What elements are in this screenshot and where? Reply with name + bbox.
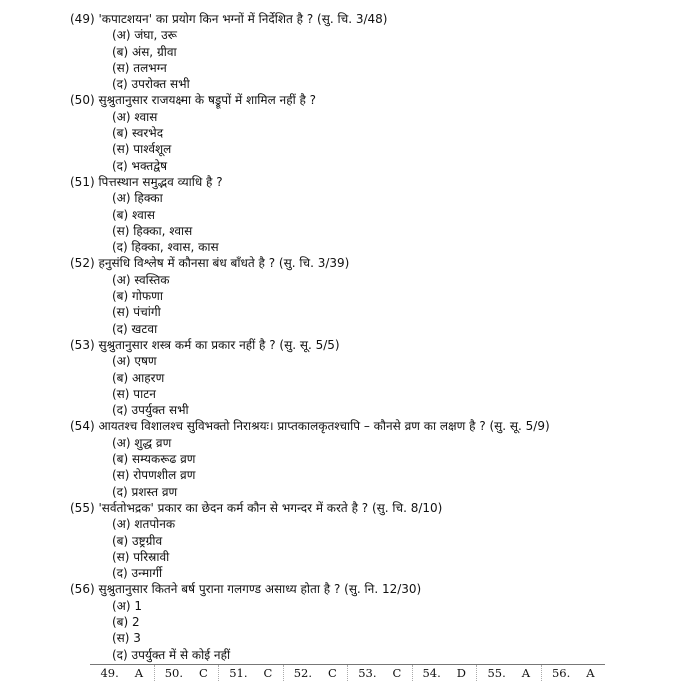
answer-number: 55. <box>487 666 506 680</box>
question-49 <box>70 11 670 92</box>
option-c: (स) पाटन <box>112 386 156 401</box>
option-a: (अ) एषण <box>112 354 157 369</box>
option-d: (द) खटवा <box>112 321 158 336</box>
option-b: (ब) श्वास <box>112 207 156 222</box>
option-a: (अ) शतपोनक <box>112 517 176 532</box>
question-53 <box>70 337 670 418</box>
option-c: (स) तलभग्न <box>112 60 167 75</box>
option-b: (ब) आहरण <box>112 370 165 385</box>
answer-letter: A <box>521 666 531 680</box>
answer-number: 50. <box>164 666 183 680</box>
option-d: (द) उपरोक्त सभी <box>112 77 190 92</box>
answer-letter: A <box>134 666 144 680</box>
option-b: (ब) स्वरभेद <box>112 126 164 141</box>
option-d: (द) हिक्का, श्वास, कास <box>112 240 219 255</box>
question-52 <box>70 255 670 336</box>
question-56 <box>70 581 670 662</box>
answer-number: 56. <box>551 666 571 680</box>
option-c: (स) पार्श्वशूल <box>112 142 172 157</box>
option-a: (अ) जंघा, उरू <box>112 28 177 43</box>
option-b: (ब) उष्ट्रग्रीव <box>112 533 163 548</box>
answer-letter: C <box>198 666 208 680</box>
option-d: (द) प्रशस्त व्रण <box>112 484 178 499</box>
answer-key <box>90 664 605 681</box>
answer-letter: D <box>456 666 467 680</box>
answer-51 <box>219 665 284 681</box>
question-text: (55) 'सर्वतोभद्रक' प्रकार का छेदन कर्म कौन से भगन्दर में करते है ? (सु. चि. 8/10) <box>70 500 443 515</box>
question-55 <box>70 500 670 581</box>
option-b: (ब) 2 <box>112 614 140 629</box>
question-text: (56) सुश्रुतानुसार कितने बर्ष पुराना गलगण्ड असाध्य होता है ? (सु. नि. 12/30) <box>70 582 422 597</box>
option-b: (ब) सम्यकरूढ व्रण <box>112 452 196 467</box>
answer-letter: C <box>327 666 337 680</box>
answer-number: 52. <box>293 666 312 680</box>
answer-50 <box>155 665 220 681</box>
option-c: (स) 3 <box>112 631 141 646</box>
question-text: (53) सुश्रुतानुसार शस्त्र कर्म का प्रकार नहीं है ? (सु. सू. 5/5) <box>70 337 340 352</box>
question-51 <box>70 174 670 255</box>
option-a: (अ) स्वस्तिक <box>112 272 170 287</box>
option-c: (स) हिक्का, श्वास <box>112 223 193 238</box>
question-text: (54) आयतश्च विशालश्च सुविभक्तो निराश्रयः। प्राप्तकालकृतश्चापि – कौनसे व्रण का लक्षण है ? (सु. सू. 5/9) <box>70 419 550 434</box>
answer-54 <box>413 665 478 681</box>
option-c: (स) रोपणशील व्रण <box>112 468 196 483</box>
question-text: (51) पित्तस्थान समुद्भव व्याधि है ? <box>70 174 223 189</box>
answer-number: 53. <box>358 666 377 680</box>
option-d: (द) उपर्युक्त सभी <box>112 403 189 418</box>
answer-53 <box>348 665 413 681</box>
question-list <box>70 11 670 663</box>
answer-55 <box>477 665 542 681</box>
answer-number: 49. <box>100 666 119 680</box>
answer-49 <box>90 665 155 681</box>
answer-number: 51. <box>229 666 248 680</box>
option-c: (स) पंचांगी <box>112 305 161 320</box>
option-d: (द) उपर्युक्त में से कोई नहीं <box>112 647 231 662</box>
option-a: (अ) श्वास <box>112 109 158 124</box>
answer-letter: C <box>263 666 273 680</box>
answer-52 <box>284 665 349 681</box>
option-d: (द) उन्मार्गी <box>112 566 163 581</box>
option-a: (अ) 1 <box>112 598 142 613</box>
question-text: (52) हनुसंधि विश्लेष में कौनसा बंध बाँधते है ? (सु. चि. 3/39) <box>70 256 350 271</box>
question-50 <box>70 92 670 173</box>
option-a: (अ) शुद्ध व्रण <box>112 435 172 450</box>
option-b: (ब) अंस, ग्रीवा <box>112 44 177 59</box>
option-c: (स) परिस्रावी <box>112 549 170 564</box>
answer-56 <box>542 665 606 681</box>
answer-letter: C <box>392 666 402 680</box>
question-text: (50) सुश्रुतानुसार राजयक्ष्मा के षड्रूपों में शामिल नहीं है ? <box>70 93 317 108</box>
question-text: (49) 'कपाटशयन' का प्रयोग किन भग्नों में निर्देशित है ? (सु. चि. 3/48) <box>70 12 388 26</box>
question-54 <box>70 418 670 499</box>
option-d: (द) भक्तद्वेष <box>112 158 168 173</box>
answer-number: 54. <box>422 666 441 680</box>
answer-letter: A <box>586 666 595 680</box>
option-a: (अ) हिक्का <box>112 191 163 206</box>
option-b: (ब) गोफणा <box>112 289 163 304</box>
